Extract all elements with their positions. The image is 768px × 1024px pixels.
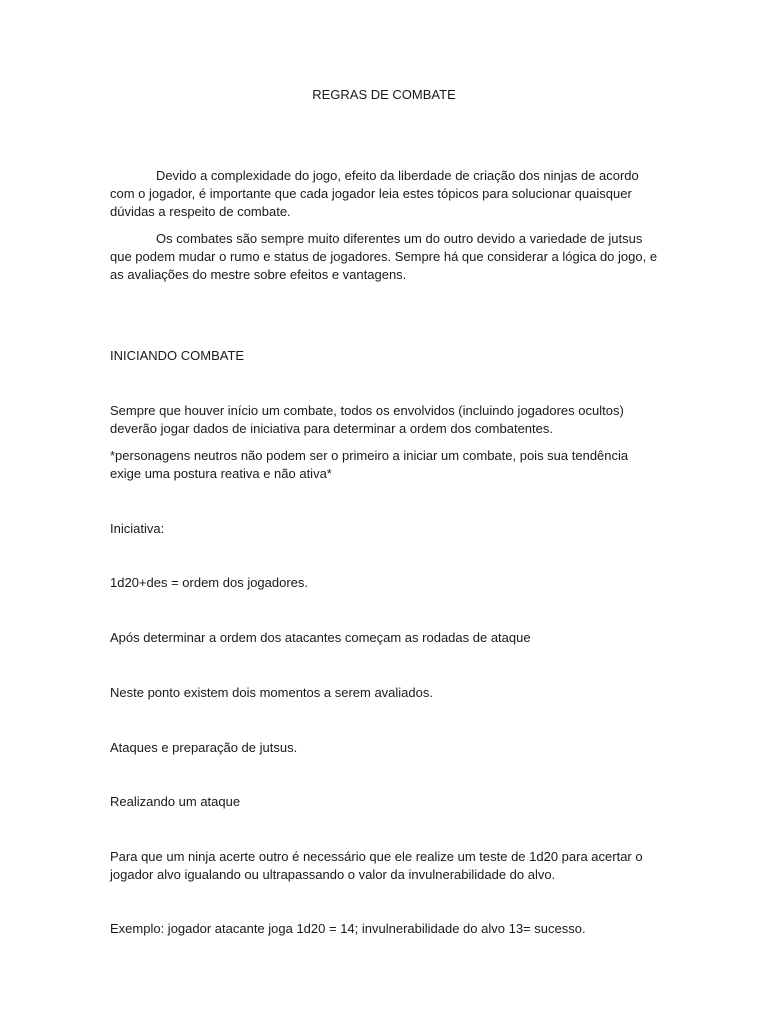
after-order-text: Após determinar a ordem dos atacantes começam as rodadas de ataque (110, 630, 531, 645)
section-heading: INICIANDO COMBATE (110, 348, 245, 363)
two-moments-text: Neste ponto existem dois momentos a serem avaliados. (110, 685, 433, 700)
section-paragraph: Sempre que houver início um combate, todos os envolvidos (incluindo jogadores ocultos) deverão jogar dados de iniciativa para determinar a ordem dos combatentes. (110, 403, 624, 436)
example-text: Exemplo: jogador atacante joga 1d20 = 14; invulnerabilidade do alvo 13= sucesso. (110, 921, 586, 936)
initiative-formula: 1d20+des = ordem dos jogadores. (110, 575, 309, 590)
initiative-label: Iniciativa: (110, 521, 165, 536)
hit-rule-paragraph: Para que um ninja acerte outro é necessário que ele realize um teste de 1d20 para acertar o jogador alvo igualando ou ultrapassando o valor da invulnerabilidade do alvo. (110, 849, 643, 882)
attacks-prep-text: Ataques e preparação de jutsus. (110, 740, 298, 755)
document-title: REGRAS DE COMBATE (312, 87, 456, 102)
intro-paragraph-2: Os combates são sempre muito diferentes um do outro devido a variedade de jutsus que podem mudar o rumo e status de jogadores. Sempre há que considerar a lógica do jogo, e as avaliações do mestre sobre efeitos e vantagens. (110, 231, 658, 282)
neutral-note: *personagens neutros não podem ser o primeiro a iniciar um combate, pois sua tendência exige uma postura reativa e não ativa* (110, 448, 629, 481)
intro-paragraph-1: Devido a complexidade do jogo, efeito da liberdade de criação dos ninjas de acordo com o jogador, é importante que cada jogador leia estes tópicos para solucionar quaisquer dúvidas a respeito de combate. (110, 168, 639, 219)
performing-attack-heading: Realizando um ataque (110, 794, 241, 809)
